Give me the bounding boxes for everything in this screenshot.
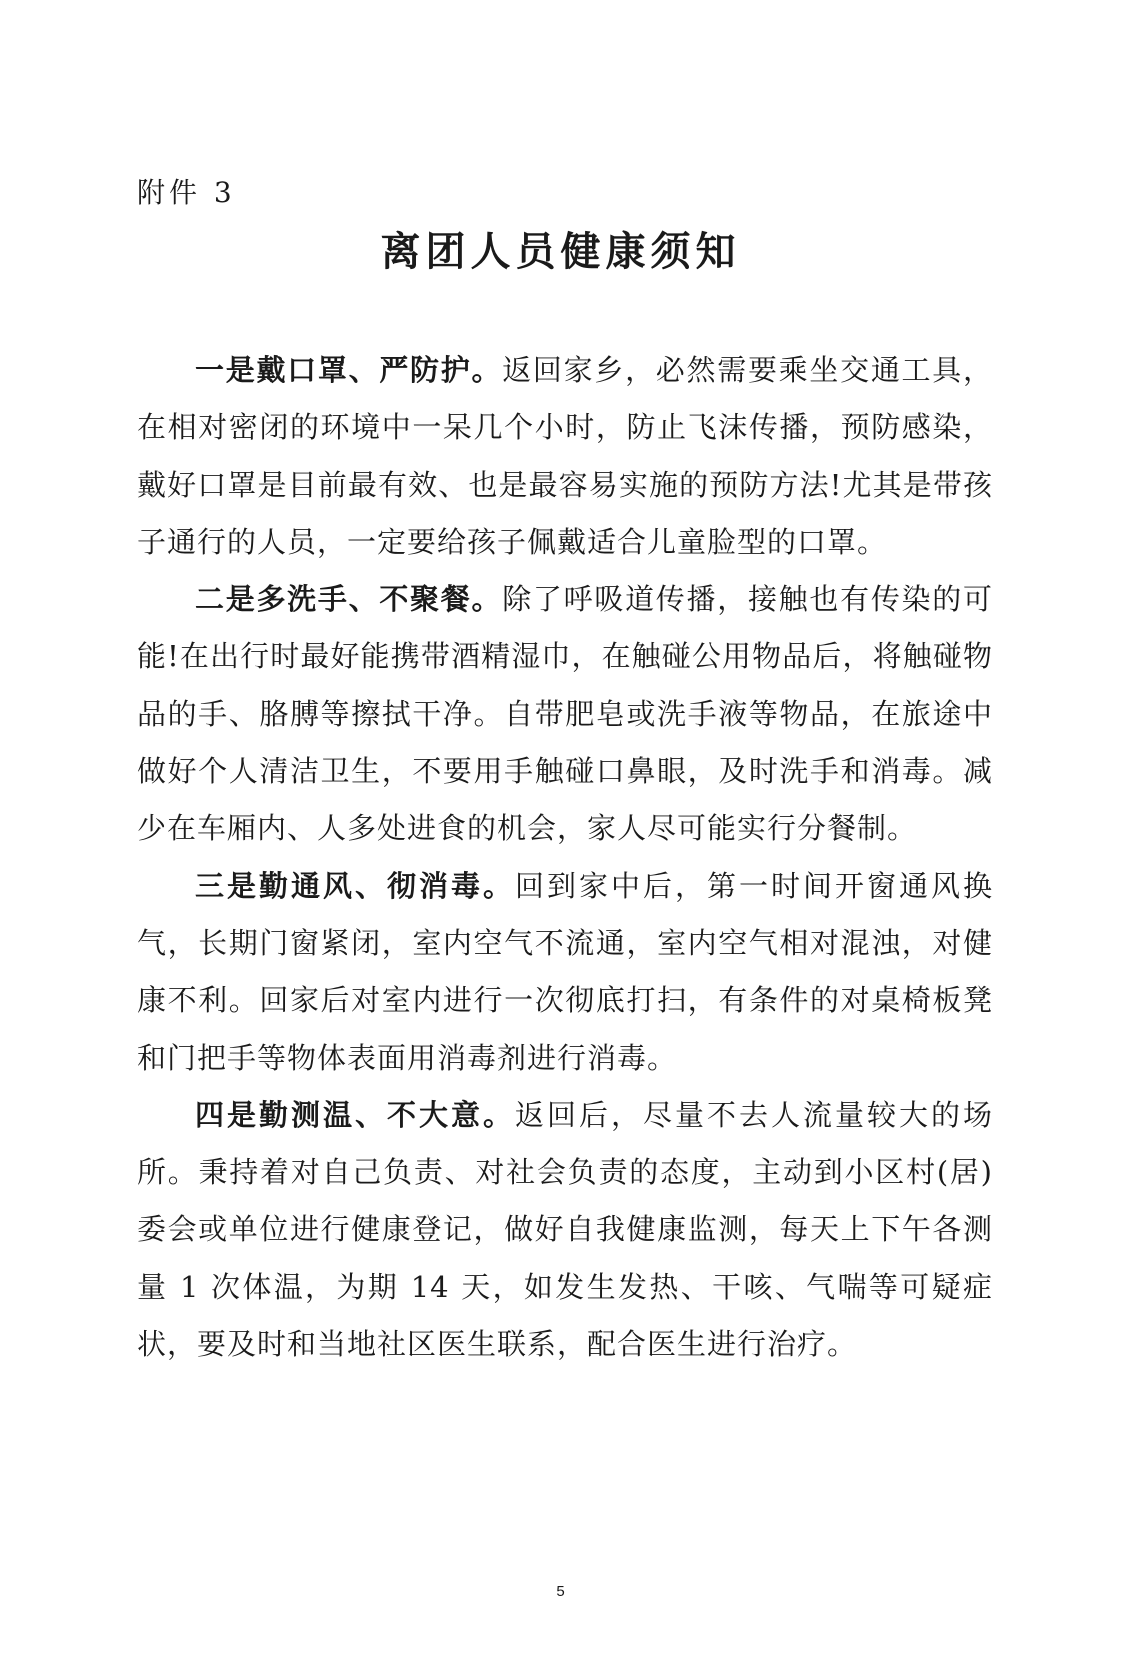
paragraph-text: 返回后，尽量不去人流量较大的场所。秉持着对自己负责、对社会负责的态度，主动到小区村(居)委会或单位进行健康登记，做好自我健康监测，每天上下午各测量 1 次体温，为期 14 天，如发生发热、干咳、气喘等可疑症状，要及时和当地社区医生联系，配合医生进行治疗。 bbox=[137, 1097, 993, 1362]
paragraph-heading: 一是戴口罩、严防护。 bbox=[195, 353, 503, 387]
paragraph-heading: 二是多洗手、不聚餐。 bbox=[195, 582, 503, 617]
paragraph-text: 除了呼吸道传播，接触也有传染的可能!在出行时最好能携带酒精湿巾，在触碰公用物品后，将触碰物品的手、胳膊等擦拭干净。自带肥皂或洗手液等物品，在旅途中做好个人清洁卫生，不要用手触碰口鼻眼，及时洗手和消毒。减少在车厢内、人多处进食的机会，家人尽可能实行分餐制。 bbox=[137, 582, 993, 846]
page-number: 5 bbox=[556, 1583, 565, 1600]
attachment-label: 附件 3 bbox=[137, 176, 236, 209]
document-body bbox=[137, 342, 993, 1373]
paragraph-text: 返回家乡，必然需要乘坐交通工具，在相对密闭的环境中一呆几个小时，防止飞沫传播，预防感染，戴好口罩是目前最有效、也是最容易实施的预防方法!尤其是带孩子通行的人员，一定要给孩子佩戴适合儿童脸型的口罩。 bbox=[137, 353, 993, 559]
paragraph-temperature bbox=[137, 1087, 993, 1373]
paragraph-hand-washing bbox=[137, 571, 993, 857]
paragraph-heading: 三是勤通风、彻消毒。 bbox=[195, 868, 515, 903]
page-title: 离团人员健康须知 bbox=[380, 228, 741, 275]
paragraph-heading: 四是勤测温、不大意。 bbox=[195, 1097, 515, 1132]
paragraph-mask-protection bbox=[137, 342, 993, 571]
paragraph-text: 回到家中后，第一时间开窗通风换气，长期门窗紧闭，室内空气不流通，室内空气相对混浊，对健康不利。回家后对室内进行一次彻底打扫，有条件的对桌椅板凳和门把手等物体表面用消毒剂进行消毒。 bbox=[137, 868, 993, 1075]
paragraph-ventilation bbox=[137, 858, 993, 1087]
